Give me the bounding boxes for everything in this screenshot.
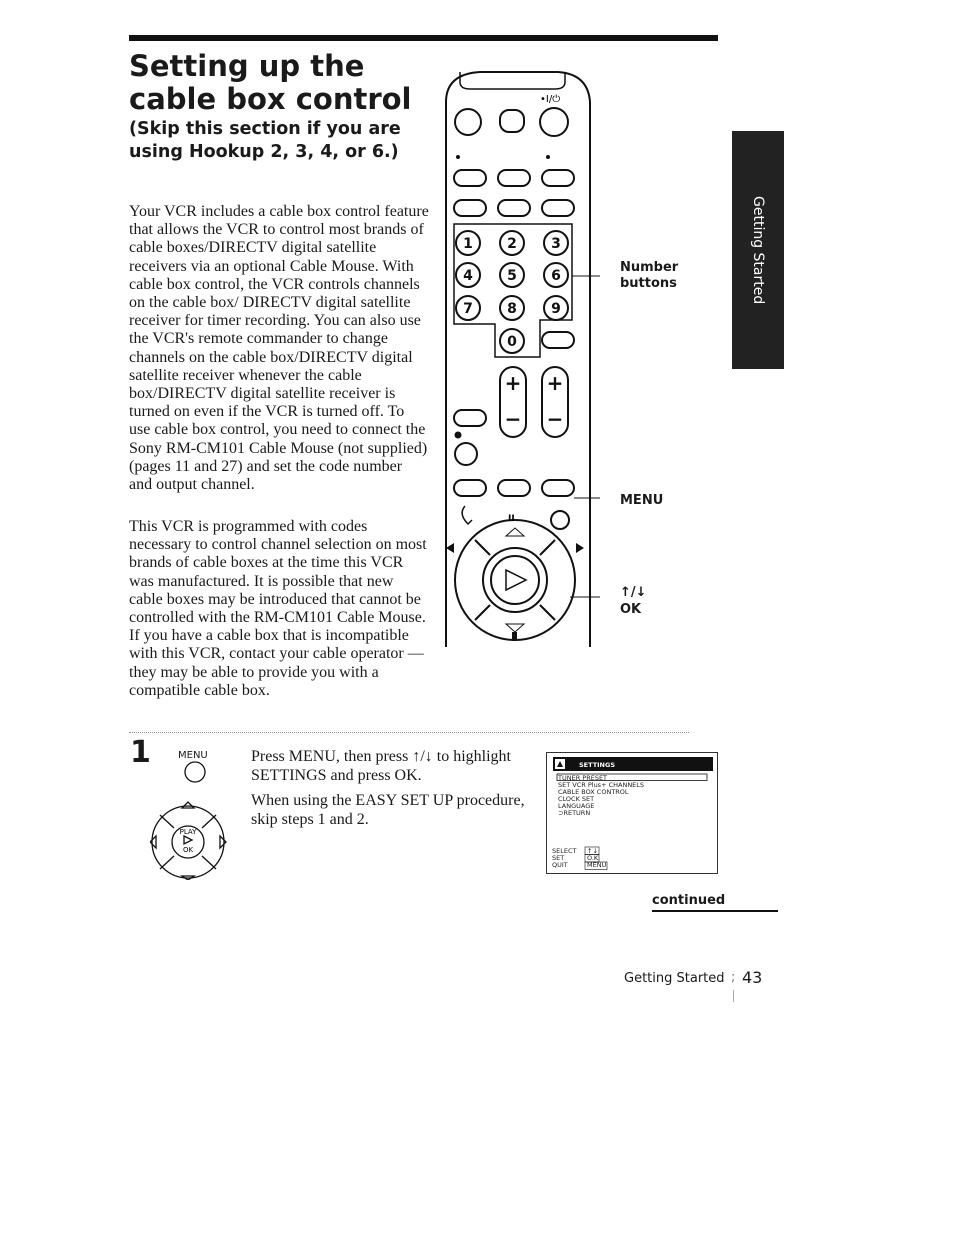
channel-plus-icon: + <box>504 371 522 395</box>
power-symbol-label: •I/⏻ <box>540 94 561 105</box>
section-tab-label: Getting Started <box>750 195 766 305</box>
volume-minus-icon: − <box>546 407 564 431</box>
step1-instruction: Press MENU, then press ↑/↓ to highlight SETTINGS and press OK. <box>251 748 511 784</box>
menu-item-clock-set: CLOCK SET <box>558 795 595 803</box>
settings-menu-screen <box>546 752 718 874</box>
menu-button <box>454 480 486 496</box>
page-title: Setting up the cable box control <box>129 49 412 116</box>
top-rule <box>129 35 718 41</box>
play-label: PLAY <box>179 828 197 836</box>
number-8: 8 <box>507 301 517 317</box>
screen-header-bar <box>553 757 713 771</box>
step-number: 1 <box>130 735 151 770</box>
power-button <box>540 108 568 136</box>
step1-note: When using the EASY SET UP procedure, skip steps 1 and 2. <box>251 792 525 828</box>
number-7: 7 <box>463 301 473 317</box>
step-buttons-illustration <box>150 760 240 880</box>
set-label: SET <box>552 854 565 862</box>
select-label: SELECT <box>552 847 577 855</box>
quit-key: MENU <box>587 861 607 869</box>
ok-label: OK <box>182 846 194 854</box>
menu-item-language: LANGUAGE <box>558 802 595 810</box>
menu-item-cable-box-control: CABLE BOX CONTROL <box>558 788 629 796</box>
page-subtitle: (Skip this section if you are using Hookup 2, 3, 4, or 6.) <box>129 119 401 162</box>
step-separator <box>129 732 689 733</box>
remote-display-window <box>460 72 565 89</box>
remote-illustration <box>440 62 600 647</box>
channel-minus-icon: − <box>504 407 522 431</box>
arrows-callout: ↑/↓ <box>620 585 647 600</box>
footer-tick <box>733 990 734 1002</box>
footer-separator: ; <box>731 970 736 985</box>
number-6: 6 <box>551 268 561 284</box>
jog-ring <box>455 520 575 640</box>
step-menu-label: MENU <box>178 750 208 761</box>
quit-label: QUIT <box>552 861 568 869</box>
screen-header: SETTINGS <box>579 761 616 769</box>
remote-body-outline <box>446 72 590 647</box>
menu-item-tuner-preset: TUNER PRESET <box>558 774 608 782</box>
menu-callout: MENU <box>620 493 664 508</box>
menu-item-vcr-plus: SET VCR Plus+ CHANNELS <box>558 781 645 789</box>
number-0: 0 <box>507 334 517 350</box>
number-buttons-callout: Number buttons <box>620 260 679 291</box>
ok-callout: OK <box>620 602 642 617</box>
eject-button <box>455 109 481 135</box>
volume-plus-icon: + <box>546 371 564 395</box>
tv-vcr-button <box>500 110 524 132</box>
compatibility-paragraph: This VCR is programmed with codes necessary to control channel selection on most brands of cable boxes at the time this VCR was manufactured. It is possible that new cable boxes may be introduced that cannot be controlled with the RM-CM101 Cable Mouse. If you have a cable box that is incompatible with this VCR, contact your cable operator — they may be able to provide you with a compatible cable box. <box>129 518 427 699</box>
number-3: 3 <box>551 236 561 252</box>
menu-item-return: ⊃RETURN <box>558 809 591 817</box>
play-ok-button <box>491 556 539 604</box>
menu-button-icon <box>185 762 205 782</box>
page-number: 43 <box>742 968 763 987</box>
continued-label: continued <box>652 893 726 908</box>
footer-section-name: Getting Started <box>624 971 725 986</box>
pause-symbol-label: II <box>508 514 515 524</box>
number-4: 4 <box>463 268 473 284</box>
select-key: ↑↓ <box>587 847 598 855</box>
intro-paragraph: Your VCR includes a cable box control feature that allows the VCR to control most brands of cable boxes/DIRECTV digital satellite receivers via an optional Cable Mouse. With cable box control, the VCR controls channels on the cable box/ DIRECTV digital satellite receiver for timer recording. You can also use the VCR's remote commander to change channels on the cable box/DIRECTV digital satellite receiver whenever the cable box/DIRECTV digital satellite receiver is turned on even if the VCR is turned off. To use cable box control, you need to connect the Sony RM-CM101 Cable Mouse (not supplied) (pages 11 and 27) and set the code number and output channel. <box>129 203 429 494</box>
set-key: O.K <box>587 854 599 862</box>
number-9: 9 <box>551 301 561 317</box>
number-5: 5 <box>507 268 517 284</box>
number-1: 1 <box>463 236 473 252</box>
number-2: 2 <box>507 236 517 252</box>
continued-rule <box>652 910 778 912</box>
